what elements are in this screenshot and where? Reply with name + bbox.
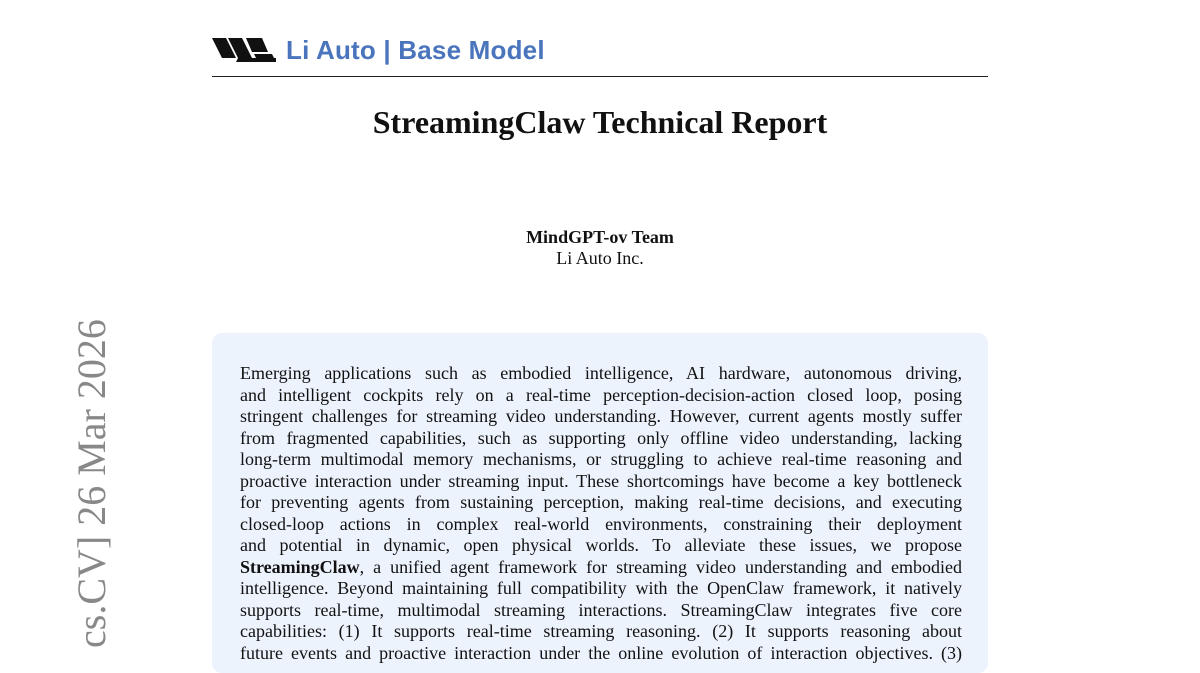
abstract-line-with-term — [240, 557, 962, 579]
abstract-line: long-term multimodal memory mechanisms, or struggling to achieve real-time reasoning and — [240, 449, 962, 469]
framework-name: StreamingClaw — [240, 556, 360, 577]
abstract-line: from fragmented capabilities, such as supporting only offline video understanding, lacking — [240, 427, 962, 448]
abstract-line: proactive interaction under streaming input. These shortcomings have become a key bottleneck — [240, 470, 962, 491]
paper-author: MindGPT-ov Team — [526, 227, 674, 247]
abstract-line: future events and proactive interaction under the online evolution of interaction objectives. (3) — [240, 642, 962, 663]
brand-text: Li Auto | Base Model — [286, 35, 545, 65]
abstract-box — [212, 333, 988, 673]
abstract-line: and intelligent cockpits rely on a real-time perception-decision-action closed loop, posing — [240, 384, 962, 405]
abstract-line: supports real-time, multimodal streaming interactions. StreamingClaw integrates five core — [240, 599, 962, 620]
abstract-line: stringent challenges for streaming video understanding. However, current agents mostly suffer — [240, 406, 962, 426]
abstract-line: for preventing agents from sustaining perception, making real-time decisions, and executing — [240, 492, 962, 512]
abstract-line: intelligence. Beyond maintaining full compatibility with the OpenClaw framework, it natively — [240, 578, 962, 598]
paper-title: StreamingClaw Technical Report — [372, 104, 828, 140]
li-auto-logo-icon — [212, 38, 276, 62]
abstract-line: and potential in dynamic, open physical worlds. To alleviate these issues, we propose — [240, 535, 962, 555]
abstract-line: closed-loop actions in complex real-world environments, constraining their deployment — [240, 513, 962, 534]
abstract-line: capabilities: (1) It supports real-time streaming reasoning. (2) It supports reasoning about — [240, 621, 962, 641]
abstract-line: Emerging applications such as embodied intelligence, AI hardware, autonomous driving, — [240, 363, 962, 383]
paper-affiliation: Li Auto Inc. — [556, 248, 644, 268]
page-header — [212, 36, 988, 77]
abstract-line-rest: , a unified agent framework for streaming video understanding and embodied — [359, 556, 962, 577]
arxiv-side-identifier: cs.CV] 26 Mar 2026 — [69, 319, 114, 648]
abstract-text — [240, 363, 962, 664]
